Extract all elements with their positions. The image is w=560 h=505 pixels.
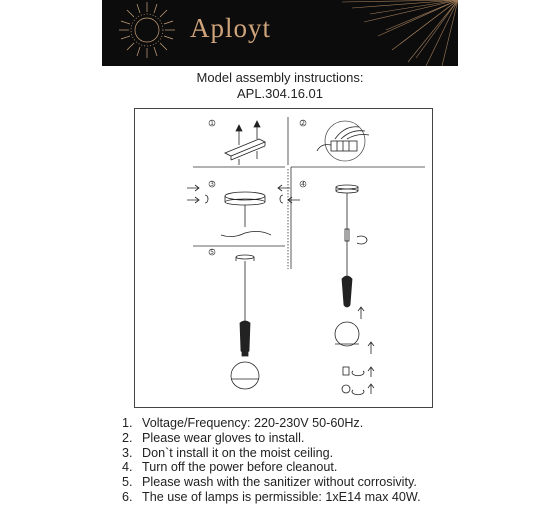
assembly-diagram [134,108,433,408]
assembly-diagram-svg [135,109,434,409]
model-number: APL.304.16.01 [236,86,324,101]
step-number-2: 2 [301,120,305,127]
page-title: Model assembly instructions: [196,70,364,85]
brand-name: Aployt [190,13,272,43]
pendant-lamp-icon [231,255,259,389]
instruction-item: 6. The use of lamps is permissible: 1xE14 max 40W. [122,489,421,504]
step-number-5: 5 [210,249,214,256]
instruction-item: 2. Please wear gloves to install. [122,430,305,445]
sunburst-logo-icon [102,0,458,66]
instruction-item: 1. Voltage/Frequency: 220-230V 50-60Hz. [122,416,364,430]
step-number-4: 4 [301,181,305,188]
instruction-item: 3. Don`t install it on the moist ceiling. [122,445,334,460]
step-number-3: 3 [210,181,214,188]
canopy-icon [187,185,300,237]
instruction-item: 4. Turn off the power before cleanout. [122,460,338,475]
mounting-bracket-icon [225,121,265,165]
instruction-list [122,416,421,505]
lamp-assembly-icon [335,185,374,395]
brand-banner [102,0,458,66]
terminal-block-icon [317,121,369,161]
instruction-item: 5. Please wash with the sanitizer without corrosivity. [122,475,417,490]
step-number-1: 1 [210,120,214,127]
